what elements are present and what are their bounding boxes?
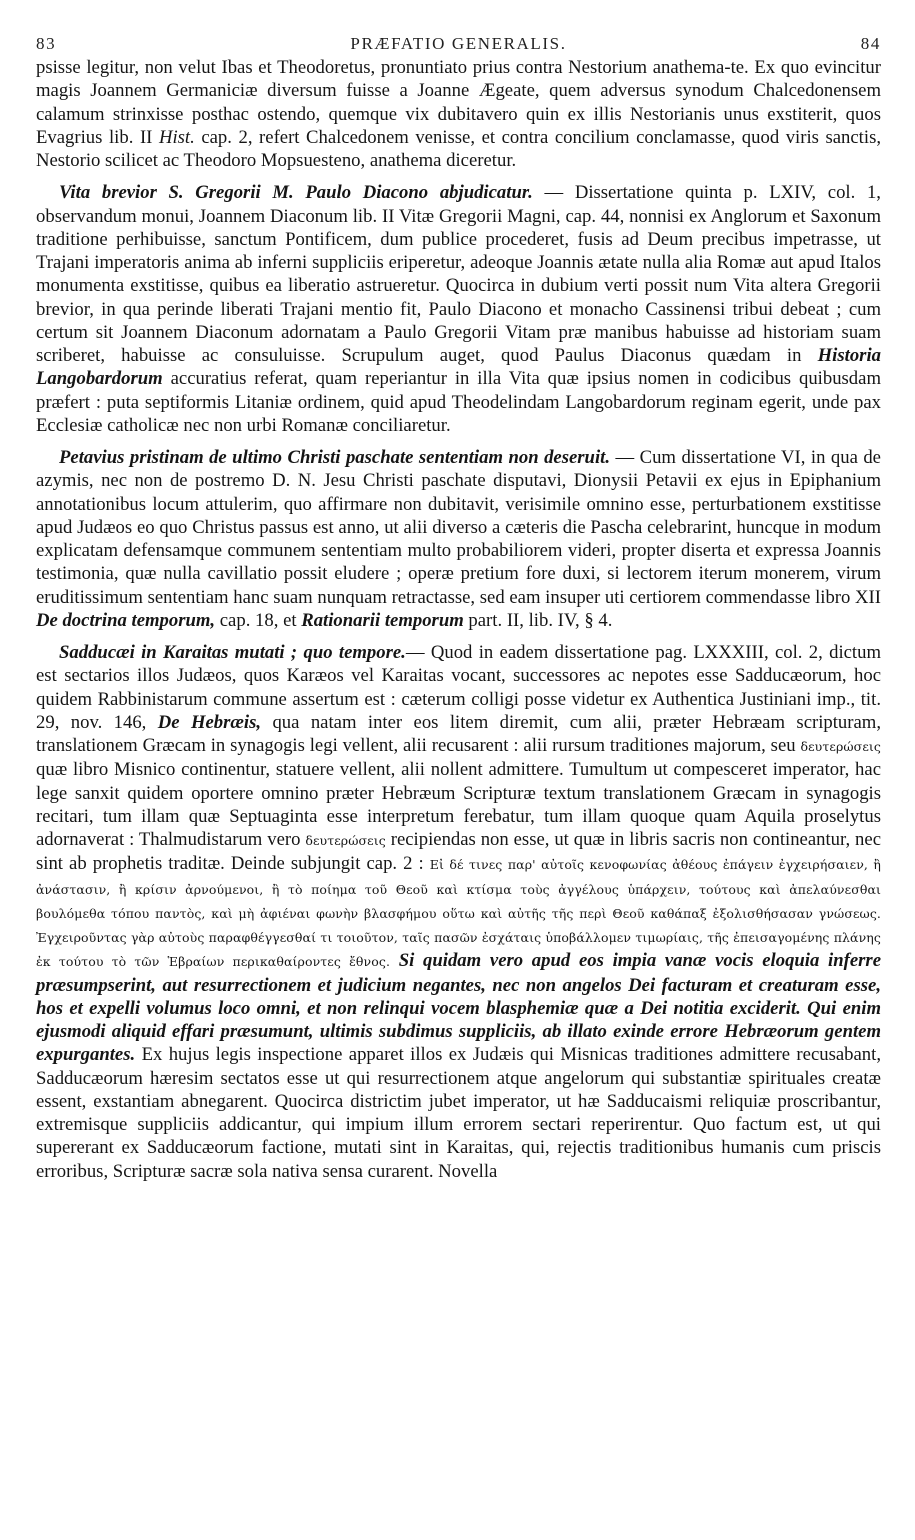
greek-text: δευτερώσεις <box>305 833 386 848</box>
greek-text: δευτερώσεις <box>800 739 881 754</box>
text-run: Si quidam vero apud eos impia vanæ vocis eloquia inferre præsumpserint, aut resurrectionem et judicium negantes, nec non angelos Dei facturam et creaturam esse, hos et expelli volumus loco omni, et non relinqui vocem blasphemiæ quæ a Dei notitia exciderit. Qui enim ejusmodi aliquid effari præsumunt, ultimis subdimus suppliciis, ab illato exinde errore Hebræorum gentem expurgantes. <box>36 950 881 1066</box>
text-run: recipiendas non esse, ut quæ in libris sacris non contineantur, nec sint ab prophetis traditæ. Deinde subjungit cap. 2 : <box>36 829 881 875</box>
text-run: De Hebræis, <box>157 711 262 733</box>
text-run: qua natam inter eos litem diremit, cum alii, præter Hebræam scripturam, translationem Græcam in synagogis legi vellent, alii recusarent : alii rursum traditiones majorum, seu <box>36 711 882 756</box>
paragraph-sadducaei <box>36 641 881 1183</box>
section-heading: Sadducæi in Karaitas mutati ; quo tempore. <box>59 642 406 663</box>
text-run: — Quod in eadem dissertatione pag. LXXXIII, col. 2, dictum est sectarios illos Judæos, quos Karæos vel Karaitas vocant, successores ac nepotes esse Sadducæorum, hoc quidem Rabbinistarum commune assertum est : cæterum colligi posse videtur ex Authentica Justiniani imp., tit. 29, nov. 146, <box>36 642 882 733</box>
text-run: cap. 2, refert Chalcedonem venisse, et contra concilium conclamasse, quod viris sanctis, Nestorio scilicet ac Theodoro Mopsuesteno, anathema diceretur. <box>36 126 882 171</box>
text-run: II <box>139 126 153 148</box>
section-heading: Petavius pristinam de ultimo Christi paschate sententiam non deseruit. <box>59 447 610 468</box>
running-head <box>36 30 881 56</box>
text-run: — Dissertatione quinta p. LXIV, col. 1, observandum monui, Joannem Diaconum lib. II Vitæ Gregorii Magni, cap. 44, nonnisi ex Anglorum et Saxonum traditione perhibuisse, sanctum Pontificem, dum publice procederet, fusis ad Deum precibus impetrasse, ut Trajani imperatoris anima ab inferni suppliciis eriperetur, adeoque Joannis ætate nulla alia Romæ aut apud Italos monumenta exstitisse, quibus ea liberatio astrueretur. Quocirca in dubium verti possit num Vita altera Gregorii brevior, in qua perinde liberati Trajani mentio fit, Paulo Diacono et monacho Cassinensi tribui debeat ; cum certum sit Joannem Diaconum adornatam a Paulo Gregorii Vitam præ manibus habuisse ad historiam suam scriberet, habuisse ac consuluisse. Scrupulum auget, quod Paulus Diaconus quædam in <box>36 182 881 366</box>
text-run: Rationarii temporum <box>301 609 464 631</box>
text-run: psisse legitur, non velut Ibas et Theodoretus, pronuntiato prius contra Nestorium anathema-te. Ex quo evincitur magis Joannem Germaniciæ diversum fuisse a Joanne Ægeate, quem adversus synodum Chalcedonensem calamum strinxisse posthac ostendo, quemque vix dubitavero quin ex illis Nestorianis unus exstiterit, quos Evagrius lib. <box>36 57 881 148</box>
text-run: Hist. <box>158 126 195 148</box>
text-run: — Cum dissertatione VI, in qua de azymis, nec non de postremo D. N. Jesu Christi paschate disputavi, Dionysii Petavii ex ejus in Epiphanium annotationibus locum attulerim, quo affirmare non dubitavit, verisimile omnino esse, perturbationem exstitisse apud Judæos eo quo Christus passus est anno, ut alii diverso a cæteris die Pascha celebrarint, huncque in modum explicatam defensamque communem sententiam multo probabiliorem videri, propter diserta et expressa Joannis testimonia, quæ nulla cavillatio possit eludere ; operæ pretium fore duxi, si lectorem iterum monerem, virum eruditissimum sententiam hanc suam nunquam retractasse, sed eam insuper uti certiorem commendasse libro XII <box>36 447 881 608</box>
paragraph-continuation <box>36 56 881 172</box>
page-number-right: 84 <box>860 34 881 53</box>
body-text <box>36 56 881 1183</box>
page-number-left: 83 <box>36 34 57 53</box>
greek-text: Εἰ δέ τινες παρ' αὐτοῖς κενοφωνίας ἀθέους ἐπάγειν ἐγχειρήσαιεν, ἢ ἀνάστασιν, ἢ κρίσιν ἀρνούμενοι, ἢ τὸ ποίημα τοῦ Θεοῦ καὶ κτίσμα τοὺς ἀγγέλους ὑπάρχειν, τούτους καὶ ἀπελαύνεσθαι βουλόμεθα τόπου παντὸς, καὶ μὴ ἀφιέναι φωνὴν βλασφήμου οὕτω καὶ αὐτῆς τῆς περὶ Θεοῦ καθάπαξ ἐξολισθήσασαν γνώσεως. Ἐγχειροῦντας γὰρ αὐτοὺς παραφθέγγεσθαί τι τοιοῦτον, ταῖς πασῶν ἐσχάταις ὑποβάλλομεν τιμωρίαις, τῆς ἐπεισαγομένης πλάνης ἐκ τούτου τὸ τῶν Ἑβραίων περικαθαίροντες ἔθνος. <box>36 857 882 970</box>
text-run: part. II, lib. IV, § 4. <box>463 609 613 631</box>
text-run: De doctrina temporum, <box>36 609 216 631</box>
section-heading: Vita brevior S. Gregorii M. Paulo Diacono abjudicatur. <box>59 182 533 204</box>
text-run: Historia Langobardorum <box>36 345 881 390</box>
running-title: PRÆFATIO GENERALIS. <box>350 34 567 53</box>
text-run: quæ libro Misnico continentur, statuere vellent, alii nollent admittere. Tumultum ut compesceret imperator, hac lege sanxit quidem oportere omnino præter Hebræum Scripturæ textum translationem Græcam in synagogis recitari, tum illam quæ Septuaginta esse interpretum ferebatur, tum illam quoque quam Aquila proselytus adornaverat : Thalmudistarum vero <box>36 759 881 850</box>
text-run <box>390 950 399 971</box>
paragraph-petavius <box>36 446 881 632</box>
text-run: cap. 18, et <box>215 609 302 631</box>
text-run: Ex hujus legis inspectione apparet illos ex Judæis qui Misnicas traditiones admittere recusabant, Sadducæorum hæresim sectatos esse ut qui resurrectionem atque angelorum qui substantiæ spirituales creatæ essent, exstantiam abnegarent. Quocirca districtim jubet imperator, ut hæ Sadducaismi reliquiæ proscribantur, extremisque suppliciis addicantur, qui impium illum errorem sectari reperirentur. Quo factum est, ut qui supererant ex Sadducæorum factione, mutati sint in Karaitas, qui, rejectis traditionibus humanis cum priscis erroribus, Scripturæ sacræ sola nativa sensa curarent. Novella <box>36 1044 881 1182</box>
paragraph-vita-brevior <box>36 181 881 437</box>
text-run: accuratius referat, quam reperiantur in illa Vita quæ ipsius nomen in codicibus quibusdam præfert : puta septiformis Litaniæ ordinem, quid apud Theodelindam Langobardorum reginam egerit, unde pax Ecclesiæ catholicæ nec non urbi Romanæ conciliaretur. <box>36 368 881 436</box>
